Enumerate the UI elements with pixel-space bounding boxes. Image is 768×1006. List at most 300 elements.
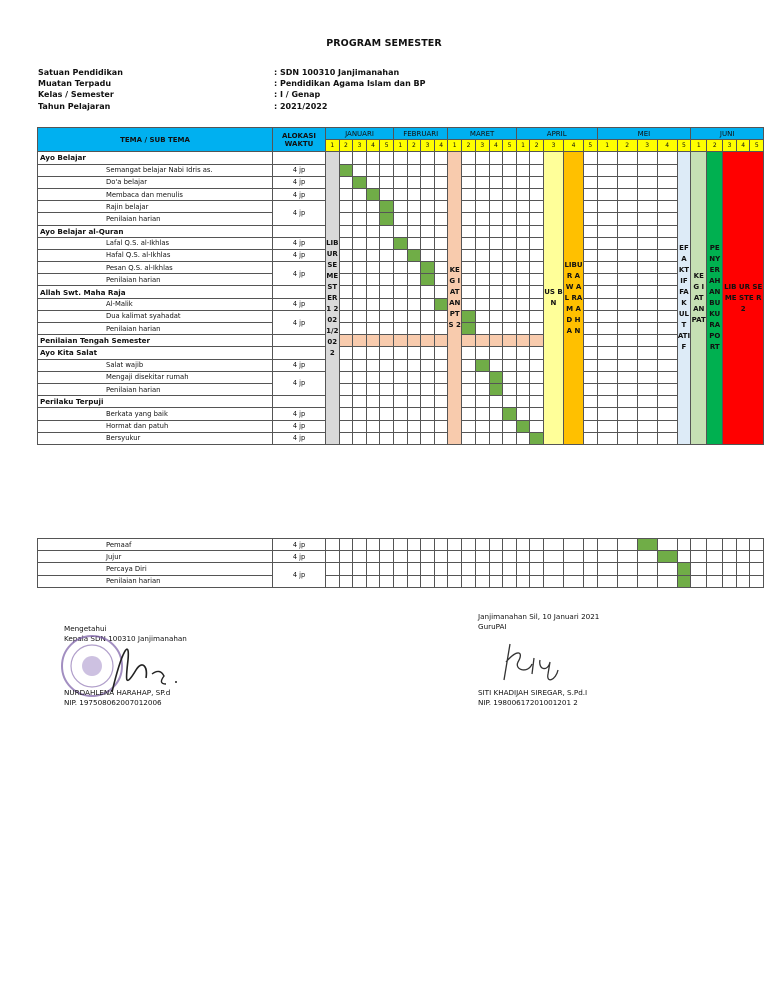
schedule-cell: [366, 551, 380, 563]
header-month-apr: APRIL: [516, 128, 597, 140]
schedule-cell: [353, 152, 367, 164]
schedule-cell: [353, 298, 367, 310]
schedule-cell: [750, 575, 764, 587]
schedule-cell: [530, 575, 544, 587]
schedule-cell: [657, 262, 677, 274]
meta-label-class: Kelas / Semester: [38, 90, 114, 100]
schedule-cell: [617, 310, 637, 322]
schedule-cell: [421, 551, 435, 563]
schedule-cell: [503, 420, 517, 432]
schedule-cell: [516, 408, 530, 420]
schedule-cell: [583, 551, 597, 563]
schedule-cell: [657, 575, 677, 587]
schedule-cell: [394, 249, 408, 261]
schedule-cell: [476, 237, 490, 249]
schedule-cell: [707, 539, 723, 551]
schedule-cell: [677, 563, 691, 575]
schedule-cell: [394, 274, 408, 286]
schedule-cell: [407, 335, 421, 347]
schedule-cell: [657, 347, 677, 359]
schedule-cell: [530, 213, 544, 225]
schedule-cell: [448, 539, 462, 551]
schedule-cell: [597, 539, 617, 551]
week-jun-3: 3: [723, 140, 737, 152]
schedule-cell: [489, 152, 503, 164]
week-mei-2: 2: [617, 140, 637, 152]
schedule-cell: [516, 213, 530, 225]
schedule-cell: [476, 359, 490, 371]
schedule-cell: [353, 188, 367, 200]
schedule-cell: [407, 274, 421, 286]
schedule-cell: [339, 359, 353, 371]
alokasi-cell: 4 jp: [273, 201, 326, 225]
signature-right-nip: NIP. 19800617201001201 2: [478, 698, 578, 707]
schedule-cell: [583, 408, 597, 420]
schedule-cell: [657, 237, 677, 249]
schedule-cell: [617, 371, 637, 383]
schedule-cell: [637, 383, 657, 395]
week-mar-3: 3: [476, 140, 490, 152]
schedule-cell: [489, 323, 503, 335]
schedule-cell: [516, 176, 530, 188]
week-apr-5: 5: [583, 140, 597, 152]
schedule-cell: [530, 563, 544, 575]
schedule-cell: [597, 310, 617, 322]
schedule-cell: [353, 347, 367, 359]
table-row: [38, 274, 764, 286]
schedule-cell: [380, 298, 394, 310]
schedule-cell: [461, 563, 475, 575]
table-row: [38, 286, 764, 298]
table-row: [38, 539, 764, 551]
schedule-cell: [597, 359, 617, 371]
schedule-cell: [637, 539, 657, 551]
schedule-cell: [476, 383, 490, 395]
schedule-cell: [421, 164, 435, 176]
schedule-cell: [563, 563, 583, 575]
schedule-cell: [597, 575, 617, 587]
table-row: [38, 262, 764, 274]
schedule-cell: [597, 563, 617, 575]
schedule-cell: [462, 323, 476, 335]
schedule-cell: [489, 298, 503, 310]
schedule-cell: [380, 286, 394, 298]
week-jun-5: 5: [750, 140, 764, 152]
schedule-cell: [353, 262, 367, 274]
schedule-cell: [434, 201, 448, 213]
meta-label-school: Satuan Pendidikan: [38, 68, 123, 77]
schedule-cell: [657, 274, 677, 286]
schedule-cell: [353, 176, 367, 188]
schedule-cell: [407, 286, 421, 298]
schedule-cell: [353, 575, 367, 587]
signature-right-bottom: [478, 688, 587, 708]
schedule-cell: [516, 575, 530, 587]
meta-labels: [38, 67, 123, 112]
schedule-cell: [489, 201, 503, 213]
schedule-cell: [597, 298, 617, 310]
schedule-cell: [476, 164, 490, 176]
meta-value-class: : I / Genap: [274, 90, 321, 100]
schedule-cell: [637, 176, 657, 188]
schedule-cell: [394, 152, 408, 164]
schedule-cell: [657, 420, 677, 432]
week-apr-4: 4: [563, 140, 583, 152]
schedule-cell: [366, 432, 380, 444]
schedule-cell: [657, 188, 677, 200]
schedule-cell: [516, 298, 530, 310]
alokasi-cell: 4 jp: [273, 539, 326, 551]
schedule-cell: [393, 563, 407, 575]
schedule-cell: [407, 201, 421, 213]
week-jun-2: 2: [707, 140, 723, 152]
signature-right-name: SITI KHADIJAH SIREGAR, S.Pd.I: [478, 688, 588, 697]
schedule-cell: [637, 310, 657, 322]
subtheme-label: Pesan Q.S. al-Ikhlas: [38, 262, 273, 274]
alokasi-cell: 4 jp: [273, 262, 326, 286]
schedule-cell: [617, 420, 637, 432]
vertical-label-penyerahan: PE NY ER AH AN BU KU RA PO RT: [707, 152, 723, 445]
schedule-cell: [339, 575, 353, 587]
schedule-cell: [434, 188, 448, 200]
table-row: [38, 298, 764, 310]
schedule-cell: [516, 274, 530, 286]
schedule-cell: [476, 298, 490, 310]
schedule-cell: [657, 225, 677, 237]
schedule-cell: [750, 563, 764, 575]
schedule-cell: [339, 347, 353, 359]
schedule-cell: [489, 335, 503, 347]
schedule-cell: [326, 551, 340, 563]
meta-values: [274, 67, 426, 112]
schedule-cell: [421, 563, 435, 575]
schedule-cell: [503, 551, 517, 563]
schedule-cell: [366, 164, 380, 176]
schedule-cell: [503, 152, 517, 164]
schedule-cell: [530, 201, 544, 213]
schedule-cell: [583, 262, 597, 274]
schedule-cell: [530, 286, 544, 298]
week-feb-4: 4: [434, 140, 448, 152]
schedule-cell: [353, 225, 367, 237]
schedule-cell: [637, 347, 657, 359]
schedule-cell: [421, 262, 435, 274]
schedule-cell: [366, 539, 380, 551]
schedule-cell: [339, 563, 353, 575]
schedule-cell: [476, 323, 490, 335]
schedule-cell: [657, 201, 677, 213]
schedule-cell: [530, 323, 544, 335]
schedule-cell: [543, 539, 563, 551]
schedule-cell: [516, 539, 530, 551]
schedule-cell: [516, 237, 530, 249]
schedule-cell: [503, 575, 517, 587]
schedule-cell: [637, 323, 657, 335]
alokasi-cell: [273, 396, 326, 408]
schedule-cell: [583, 286, 597, 298]
schedule-cell: [617, 164, 637, 176]
schedule-cell: [543, 563, 563, 575]
schedule-cell: [637, 335, 657, 347]
schedule-cell: [617, 188, 637, 200]
schedule-cell: [489, 408, 503, 420]
schedule-cell: [380, 225, 394, 237]
schedule-cell: [421, 213, 435, 225]
schedule-cell: [326, 563, 340, 575]
schedule-cell: [637, 164, 657, 176]
schedule-cell: [366, 201, 380, 213]
schedule-cell: [583, 371, 597, 383]
schedule-cell: [736, 563, 750, 575]
schedule-cell: [421, 201, 435, 213]
schedule-cell: [583, 201, 597, 213]
alokasi-cell: 4 jp: [273, 237, 326, 249]
schedule-cell: [380, 539, 394, 551]
alokasi-cell: 4 jp: [273, 408, 326, 420]
schedule-cell: [489, 274, 503, 286]
schedule-cell: [530, 225, 544, 237]
schedule-cell: [516, 371, 530, 383]
alokasi-cell: 4 jp: [273, 176, 326, 188]
table-row: [38, 225, 764, 237]
schedule-cell: [476, 286, 490, 298]
schedule-cell: [637, 152, 657, 164]
schedule-cell: [421, 286, 435, 298]
schedule-cell: [353, 563, 367, 575]
schedule-cell: [516, 347, 530, 359]
schedule-cell: [597, 152, 617, 164]
subtheme-label: Lafal Q.S. al-Ikhlas: [38, 237, 273, 249]
schedule-cell: [637, 563, 657, 575]
schedule-cell: [637, 298, 657, 310]
page-title: PROGRAM SEMESTER: [326, 38, 442, 49]
schedule-cell: [353, 249, 367, 261]
schedule-cell: [489, 310, 503, 322]
schedule-cell: [617, 176, 637, 188]
schedule-cell: [597, 432, 617, 444]
schedule-cell: [434, 286, 448, 298]
schedule-cell: [339, 310, 353, 322]
alokasi-cell: 4 jp: [273, 359, 326, 371]
schedule-cell: [750, 551, 764, 563]
schedule-cell: [421, 335, 435, 347]
schedule-cell: [407, 225, 421, 237]
schedule-cell: [476, 274, 490, 286]
schedule-cell: [394, 335, 408, 347]
table-row: [38, 152, 764, 164]
alokasi-cell: 4 jp: [273, 420, 326, 432]
schedule-cell: [691, 563, 707, 575]
schedule-cell: [657, 551, 677, 563]
schedule-cell: [407, 383, 421, 395]
schedule-cell: [339, 323, 353, 335]
schedule-cell: [563, 575, 583, 587]
schedule-cell: [339, 176, 353, 188]
schedule-cell: [503, 396, 517, 408]
schedule-cell: [617, 359, 637, 371]
schedule-cell: [434, 152, 448, 164]
schedule-cell: [380, 213, 394, 225]
schedule-cell: [462, 201, 476, 213]
table-row: [38, 249, 764, 261]
schedule-cell: [597, 323, 617, 335]
subtheme-label: Mengaji disekitar rumah: [38, 371, 273, 383]
schedule-cell: [421, 188, 435, 200]
schedule-cell: [617, 539, 637, 551]
schedule-cell: [597, 188, 617, 200]
schedule-cell: [421, 176, 435, 188]
schedule-cell: [380, 359, 394, 371]
vertical-label-kegiatan-pat: KEG IAT AN PAT: [691, 152, 707, 445]
schedule-cell: [657, 396, 677, 408]
table-row: [38, 323, 764, 335]
schedule-cell: [421, 274, 435, 286]
schedule-cell: [380, 249, 394, 261]
schedule-cell: [434, 176, 448, 188]
schedule-cell: [530, 371, 544, 383]
schedule-cell: [339, 286, 353, 298]
schedule-cell: [657, 286, 677, 298]
alokasi-cell: 4 jp: [273, 563, 326, 587]
table-row: [38, 563, 764, 575]
schedule-cell: [583, 152, 597, 164]
subtheme-label: Jujur: [38, 551, 273, 563]
week-mei-3: 3: [637, 140, 657, 152]
schedule-cell: [407, 249, 421, 261]
schedule-cell: [503, 286, 517, 298]
schedule-cell: [380, 335, 394, 347]
table-row: [38, 575, 764, 587]
alokasi-cell: 4 jp: [273, 298, 326, 310]
schedule-cell: [530, 539, 544, 551]
schedule-cell: [339, 237, 353, 249]
schedule-cell: [394, 323, 408, 335]
schedule-cell: [597, 201, 617, 213]
schedule-cell: [530, 249, 544, 261]
schedule-cell: [476, 188, 490, 200]
schedule-cell: [617, 335, 637, 347]
schedule-cell: [380, 237, 394, 249]
signature-left-name: NURDAHLENA HARAHAP, SP.d: [64, 688, 171, 697]
schedule-cell: [366, 225, 380, 237]
header-month-mei: MEI: [597, 128, 691, 140]
schedule-cell: [530, 551, 544, 563]
schedule-cell: [583, 323, 597, 335]
schedule-cell: [597, 286, 617, 298]
schedule-cell: [462, 347, 476, 359]
schedule-cell: [657, 371, 677, 383]
section-title: Ayo Belajar al-Quran: [38, 225, 273, 237]
schedule-cell: [366, 347, 380, 359]
schedule-cell: [516, 383, 530, 395]
schedule-cell: [489, 432, 503, 444]
schedule-cell: [597, 335, 617, 347]
schedule-cell: [366, 262, 380, 274]
alokasi-cell: [273, 286, 326, 298]
signature-right: [478, 612, 599, 632]
signature-right-line1: Janjimanahan Sil, 10 Januari 2021: [478, 612, 600, 621]
schedule-cell: [516, 432, 530, 444]
schedule-cell: [657, 152, 677, 164]
schedule-cell: [407, 310, 421, 322]
schedule-cell: [394, 213, 408, 225]
schedule-cell: [516, 201, 530, 213]
section-title: Perilaku Terpuji: [38, 396, 273, 408]
schedule-cell: [530, 383, 544, 395]
schedule-cell: [421, 396, 435, 408]
week-apr-2: 2: [530, 140, 544, 152]
table-row: [38, 335, 764, 347]
schedule-cell: [462, 432, 476, 444]
schedule-cell: [637, 249, 657, 261]
schedule-cell: [516, 563, 530, 575]
schedule-cell: [489, 371, 503, 383]
schedule-cell: [434, 432, 448, 444]
week-jan-2: 2: [339, 140, 353, 152]
week-feb-2: 2: [407, 140, 421, 152]
schedule-cell: [489, 347, 503, 359]
schedule-cell: [461, 539, 475, 551]
schedule-cell: [657, 249, 677, 261]
schedule-cell: [434, 298, 448, 310]
schedule-cell: [407, 396, 421, 408]
subtheme-label: Semangat belajar Nabi Idris as.: [38, 164, 273, 176]
schedule-cell: [516, 323, 530, 335]
schedule-cell: [516, 286, 530, 298]
schedule-cell: [421, 323, 435, 335]
schedule-cell: [489, 213, 503, 225]
schedule-cell: [597, 237, 617, 249]
schedule-cell: [583, 188, 597, 200]
schedule-cell: [462, 164, 476, 176]
schedule-cell: [394, 201, 408, 213]
schedule-cell: [394, 164, 408, 176]
schedule-cell: [597, 371, 617, 383]
schedule-cell: [516, 359, 530, 371]
schedule-cell: [339, 298, 353, 310]
schedule-cell: [462, 237, 476, 249]
schedule-cell: [597, 213, 617, 225]
schedule-cell: [421, 408, 435, 420]
schedule-cell: [366, 274, 380, 286]
schedule-cell: [723, 551, 737, 563]
schedule-cell: [394, 408, 408, 420]
schedule-cell: [421, 420, 435, 432]
schedule-cell: [489, 396, 503, 408]
schedule-cell: [617, 347, 637, 359]
vertical-label-libur-ramadhan: LIBUR A W AL RA M AD HA N: [563, 152, 583, 445]
schedule-cell: [339, 188, 353, 200]
header-alokasi: ALOKASI WAKTU: [273, 128, 326, 152]
schedule-cell: [353, 286, 367, 298]
schedule-cell: [394, 371, 408, 383]
schedule-cell: [736, 551, 750, 563]
alokasi-cell: [273, 347, 326, 359]
schedule-cell: [434, 551, 448, 563]
schedule-cell: [597, 347, 617, 359]
subtheme-label: Membaca dan menulis: [38, 188, 273, 200]
schedule-cell: [407, 323, 421, 335]
schedule-cell: [434, 539, 448, 551]
schedule-cell: [657, 539, 677, 551]
schedule-cell: [407, 359, 421, 371]
schedule-cell: [617, 201, 637, 213]
schedule-cell: [597, 383, 617, 395]
subtheme-label: Penilaian harian: [38, 575, 273, 587]
alokasi-cell: 4 jp: [273, 249, 326, 261]
schedule-cell: [434, 262, 448, 274]
schedule-cell: [380, 188, 394, 200]
